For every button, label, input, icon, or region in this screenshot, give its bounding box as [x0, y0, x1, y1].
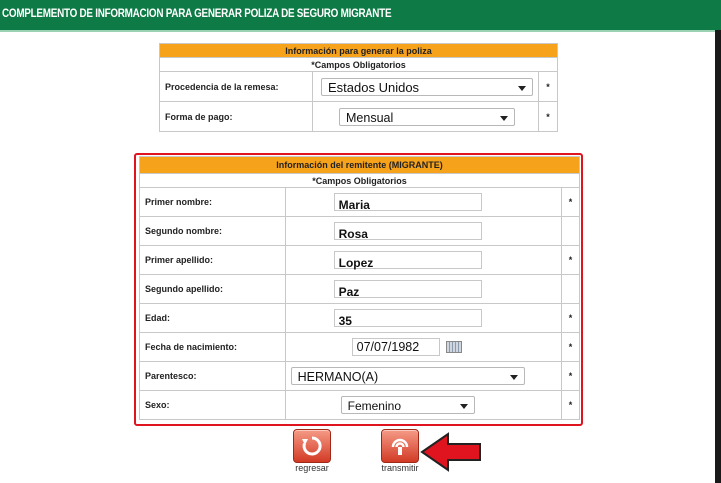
parentesco-select[interactable]: [291, 367, 525, 385]
forma-pago-value: Mensual: [346, 110, 394, 125]
segundo-apellido-input[interactable]: Paz: [334, 280, 482, 298]
remitente-form: [139, 156, 580, 420]
transmit-icon: [381, 429, 419, 463]
required-star: *: [562, 188, 580, 217]
chevron-down-icon: [518, 86, 526, 91]
regresar-button[interactable]: [288, 429, 336, 473]
title-bar: [0, 0, 721, 32]
window-edge: [715, 30, 721, 483]
required-star: *: [539, 102, 558, 132]
page-title: COMPLEMENTO DE INFORMACION PARA GENERAR POLIZA DE SEGURO MIGRANTE: [2, 8, 392, 20]
forma-pago-select[interactable]: [339, 108, 515, 126]
edad-input[interactable]: 35: [334, 309, 482, 327]
parentesco-value: HERMANO(A): [297, 370, 379, 384]
sexo-select[interactable]: [341, 396, 475, 414]
primer-nombre-input[interactable]: Maria: [334, 193, 482, 211]
poliza-form: [159, 43, 558, 132]
segundo-apellido-label: Segundo apellido:: [140, 275, 286, 304]
procedencia-label: Procedencia de la remesa:: [160, 72, 313, 102]
remitente-required-note: *Campos Obligatorios: [140, 174, 580, 188]
poliza-required-note: *Campos Obligatorios: [160, 58, 558, 72]
fecha-nacimiento-label: Fecha de nacimiento:: [140, 333, 286, 362]
segundo-nombre-label: Segundo nombre:: [140, 217, 286, 246]
chevron-down-icon: [460, 404, 468, 409]
segundo-nombre-input[interactable]: Rosa: [334, 222, 482, 240]
chevron-down-icon: [510, 375, 518, 380]
primer-apellido-label: Primer apellido:: [140, 246, 286, 275]
fecha-nacimiento-input[interactable]: 07/07/1982: [352, 338, 440, 356]
primer-nombre-label: Primer nombre:: [140, 188, 286, 217]
transmitir-label: transmitir: [381, 463, 419, 473]
remitente-section-title: Información del remitente (MIGRANTE): [140, 157, 580, 174]
calendar-icon[interactable]: [446, 341, 462, 353]
parentesco-label: Parentesco:: [140, 362, 286, 391]
poliza-section-title: Información para generar la poliza: [160, 44, 558, 58]
regresar-label: regresar: [295, 463, 329, 473]
edad-label: Edad:: [140, 304, 286, 333]
required-star: *: [539, 72, 558, 102]
procedencia-select[interactable]: [321, 78, 533, 96]
forma-pago-label: Forma de pago:: [160, 102, 313, 132]
procedencia-value: Estados Unidos: [328, 79, 420, 95]
refresh-icon: [293, 429, 331, 463]
required-star: *: [562, 304, 580, 333]
sexo-value: Femenino: [347, 399, 401, 413]
sexo-label: Sexo:: [140, 391, 286, 420]
required-star: *: [562, 362, 580, 391]
required-star: *: [562, 391, 580, 420]
red-arrow-icon: [418, 430, 484, 474]
required-star: *: [562, 246, 580, 275]
chevron-down-icon: [500, 116, 508, 121]
required-star: *: [562, 333, 580, 362]
primer-apellido-input[interactable]: Lopez: [334, 251, 482, 269]
